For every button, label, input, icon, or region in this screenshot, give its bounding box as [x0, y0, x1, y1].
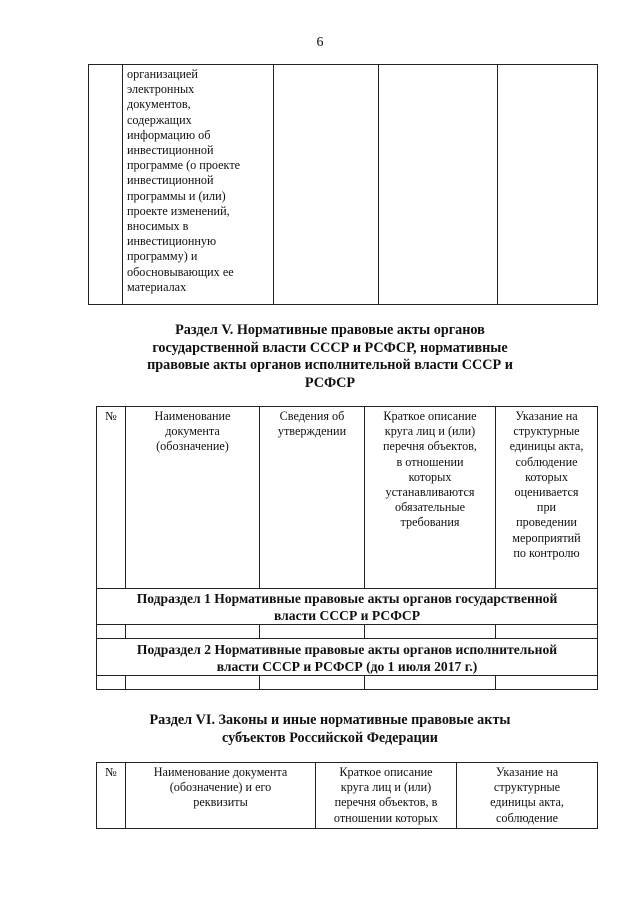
continued-empty-cell [379, 65, 498, 305]
empty-cell [97, 676, 126, 690]
empty-cell [260, 625, 365, 639]
empty-cell [126, 676, 260, 690]
subsection-2-title: Подраздел 2 Нормативные правовые акты органов исполнительной власти СССР и РСФСР (до 1 июля 2017 г.) [136, 642, 558, 674]
continued-num-cell [89, 65, 123, 305]
subsection-1-title: Подраздел 1 Нормативные правовые акты органов государственной власти СССР и РСФСР [136, 591, 558, 623]
header-cell-name: Наименование документа (обозначение) [126, 407, 260, 589]
empty-cell [496, 676, 598, 690]
section-5-title: Раздел V. Нормативные правовые акты органов государственной власти СССР и РСФСР, нормативные правовые акты органов исполнительной власти СССР и РСФСР [147, 322, 513, 391]
empty-cell [126, 625, 260, 639]
header-cell-number: № [97, 407, 126, 589]
header-cell-structural-units: Указание на структурные единицы акта, соблюдение [457, 763, 598, 829]
continued-table [88, 64, 598, 305]
header-cell-description: Краткое описание круга лиц и (или) перечня объектов, в отношении которых устанавливаются обязательные требования [365, 407, 496, 589]
subsection-1-row [97, 589, 598, 625]
empty-cell [365, 676, 496, 690]
section-6-title: Раздел VI. Законы и иные нормативные правовые акты субъектов Российской Федерации [149, 712, 511, 746]
empty-cell [260, 676, 365, 690]
empty-cell [496, 625, 598, 639]
header-cell-name: Наименование документа (обозначение) и его реквизиты [126, 763, 316, 829]
subsection-2-row [97, 639, 598, 676]
empty-cell [365, 625, 496, 639]
section-5-table [96, 406, 598, 690]
continued-cell-text: организацией электронных документов, содержащих информацию об инвестиционной программе (о проекте инвестиционной программы и (или) проекте изменений, вносимых в инвестиционную программу) и обосновывающих ее материалах [127, 67, 241, 294]
section-6-table [96, 762, 598, 829]
continued-empty-cell [274, 65, 379, 305]
page-number: 6 [316, 35, 324, 50]
header-cell-approval: Сведения об утверждении [260, 407, 365, 589]
header-cell-description: Краткое описание круга лиц и (или) перечня объектов, в отношении которых [316, 763, 457, 829]
continued-desc-cell [123, 65, 274, 305]
continued-empty-cell [498, 65, 598, 305]
header-cell-number: № [97, 763, 126, 829]
header-cell-structural-units: Указание на структурные единицы акта, соблюдение которых оценивается при проведении мероприятий по контролю [496, 407, 598, 589]
empty-cell [97, 625, 126, 639]
